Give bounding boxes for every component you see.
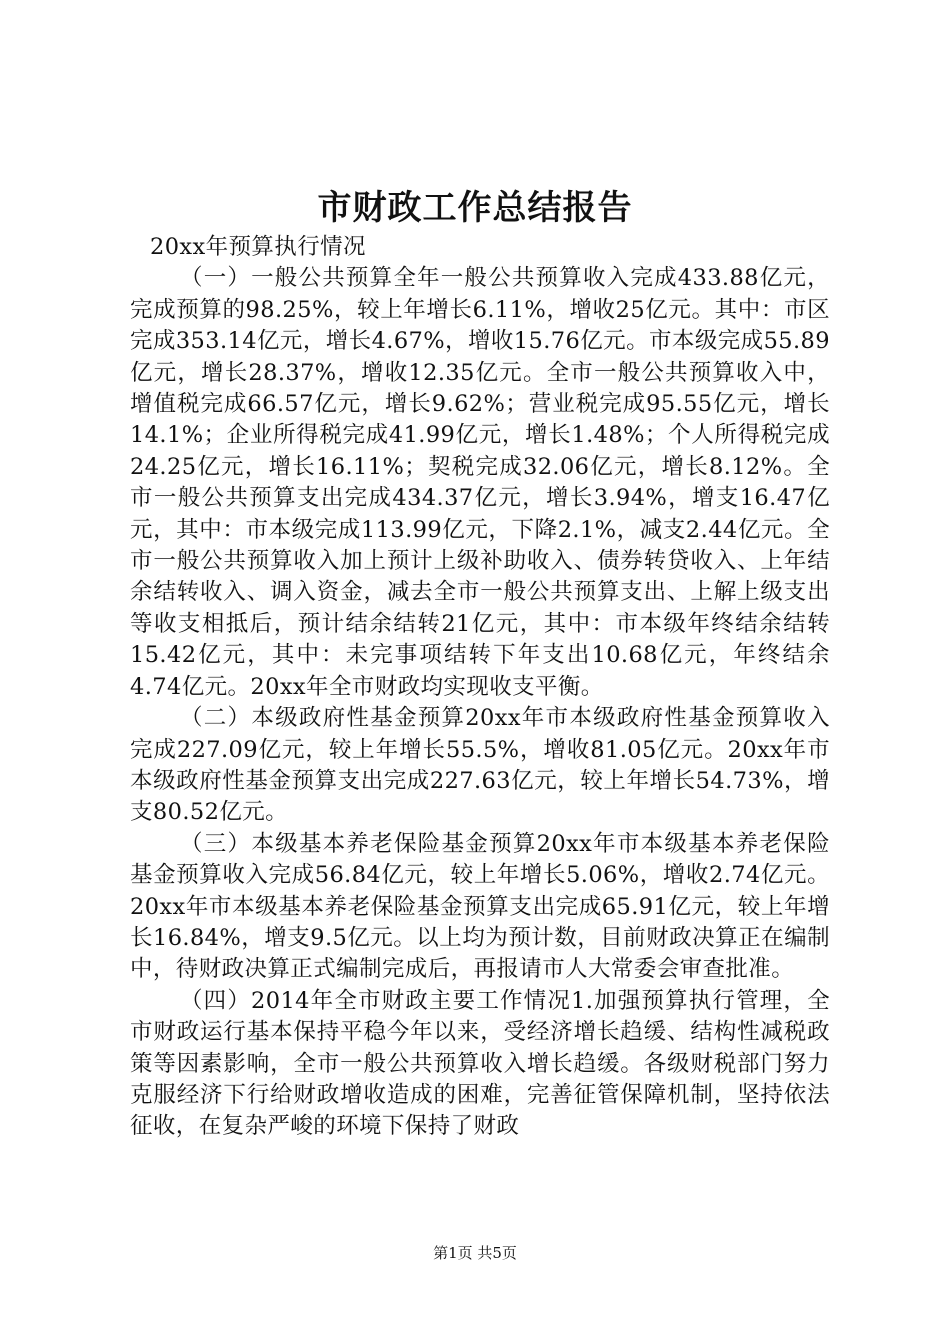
section-heading: 20xx年预算执行情况	[150, 234, 366, 260]
document-body	[130, 232, 830, 1143]
document-title: 市财政工作总结报告	[317, 188, 633, 228]
paragraph-2: （二）本级政府性基金预算20xx年市本级政府性基金预算收入完成227.09亿元，较上年增长55.5%，增收81.05亿元。20xx年市本级政府性基金预算支出完成227.63亿元，较上年增长54.73%，增支80.52亿元。	[130, 705, 830, 826]
page-footer: 第1页 共5页	[433, 1244, 517, 1262]
paragraph-1: （一）一般公共预算全年一般公共预算收入完成433.88亿元，完成预算的98.25%，较上年增长6.11%，增收25亿元。其中：市区完成353.14亿元，增长4.67%，增收15.76亿元。市本级完成55.89亿元，增长28.37%，增收12.35亿元。全市一般公共预算收入中，增值税完成66.57亿元，增长9.62%；营业税完成95.55亿元，增长14.1%；企业所得税完成41.99亿元，增长1.48%；个人所得税完成24.25亿元，增长16.11%；契税完成32.06亿元，增长8.12%。全市一般公共预算支出完成434.37亿元，增长3.94%，增支16.47亿元，其中：市本级完成113.99亿元，下降2.1%，减支2.44亿元。全市一般公共预算收入加上预计上级补助收入、债券转贷收入、上年结余结转收入、调入资金，减去全市一般公共预算支出、上解上级支出等收支相抵后，预计结余结转21亿元，其中：市本级年终结余结转15.42亿元，其中：未完事项结转下年支出10.68亿元，年终结余4.74亿元。20xx年全市财政均实现收支平衡。	[130, 265, 830, 700]
paragraph-4: （四）2014年全市财政主要工作情况1.加强预算执行管理，全市财政运行基本保持平稳今年以来，受经济增长趋缓、结构性减税政策等因素影响，全市一般公共预算收入增长趋缓。各级财税部门努力克服经济下行给财政增收造成的困难，完善征管保障机制，坚持依法征收，在复杂严峻的环境下保持了财政	[130, 987, 830, 1140]
paragraph-3: （三）本级基本养老保险基金预算20xx年市本级基本养老保险基金预算收入完成56.84亿元，较上年增长5.06%，增收2.74亿元。20xx年市本级基本养老保险基金预算支出完成65.91亿元，较上年增长16.84%，增支9.5亿元。以上均为预计数，目前财政决算正在编制中，待财政决算正式编制完成后，再报请市人大常委会审查批准。	[130, 830, 830, 983]
